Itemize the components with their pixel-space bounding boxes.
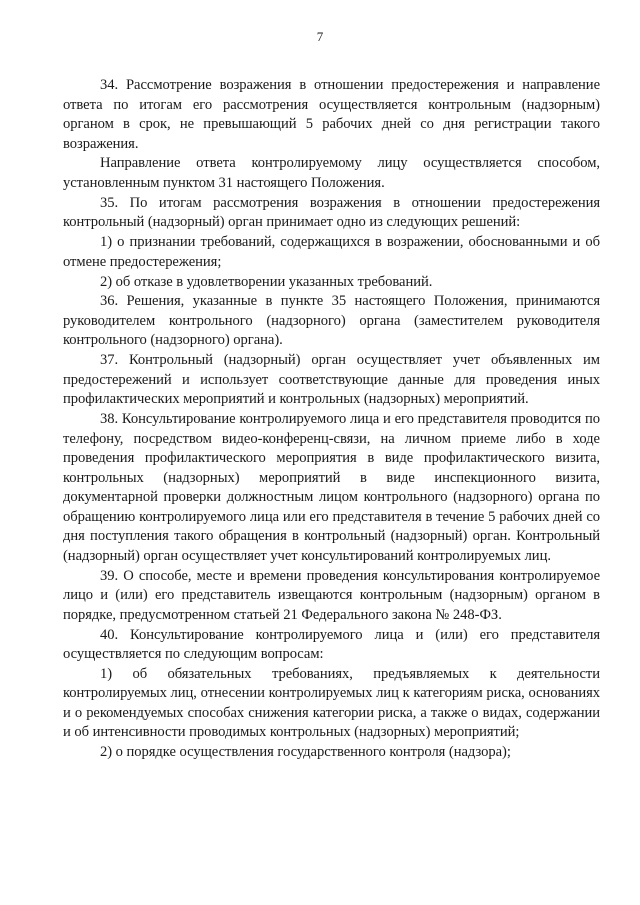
paragraph-40-item-2: 2) о порядке осуществления государственного контроля (надзора); — [100, 744, 511, 761]
paragraph-34: 34. Рассмотрение возражения в отношении предостережения и направление ответа по итогам его рассмотрения осуществляется контрольным (надзорным) органом в срок, не превышающий 5 рабочих дней со дня регистрации такого возражения. — [63, 77, 600, 152]
paragraph-36: 36. Решения, указанные в пункте 35 настоящего Положения, принимаются руководителем контрольного (надзорного) органа (заместителем руководителя контрольного (надзорного) органа). — [63, 293, 600, 349]
paragraph-35-item-1: 1) о признании требований, содержащихся в возражении, обоснованными и об отмене предостережения; — [63, 234, 600, 270]
paragraph-40-item-1: 1) об обязательных требованиях, предъявляемых к деятельности контролируемых лиц, отнесении контролируемых лиц к категориям риска, основаниях и о рекомендуемых способах снижения категории риска, а также о видах, содержании и об интенсивности проводимых контрольных (надзорных) мероприятий; — [63, 665, 600, 741]
paragraph-39: 39. О способе, месте и времени проведения консультирования контролируемое лицо и (или) его представитель извещаются контрольным (надзорным) органом в порядке, предусмотренном статьей 21 Федерального закона № 248-ФЗ. — [63, 567, 600, 623]
paragraph-35: 35. По итогам рассмотрения возражения в отношении предостережения контрольный (надзорный) орган принимает одно из следующих решений: — [63, 194, 600, 231]
paragraph-37: 37. Контрольный (надзорный) орган осуществляет учет объявленных им предостережений и использует соответствующие данные для проведения иных профилактических мероприятий и контрольных (надзорных) мероприятий. — [63, 352, 600, 408]
paragraph-40: 40. Консультирование контролируемого лица и (или) его представителя осуществляется по следующим вопросам: — [63, 626, 600, 663]
paragraph-38: 38. Консультирование контролируемого лица и его представителя проводится по телефону, посредством видео-конференц-связи, на личном приеме либо в ходе проведения профилактического мероприятия в виде профилактического визита, контрольных (надзорных) мероприятий в виде инспекционного визита, документарной проверки должностным лицом контрольного (надзорного) органа по обращению контролируемого лица или его представителя в течение 5 рабочих дней со дня поступления такого обращения в контрольный (надзорный) орган. Контрольный (надзорный) орган осуществляет учет консультирований контролируемых лиц. — [63, 411, 600, 564]
paragraph-response-method: Направление ответа контролируемому лицу осуществляется способом, установленным пунктом 31 настоящего Положения. — [63, 155, 600, 191]
paragraph-35-item-2: 2) об отказе в удовлетворении указанных требований. — [100, 273, 433, 290]
document-body — [63, 76, 600, 763]
page-number: 7 — [316, 29, 324, 44]
